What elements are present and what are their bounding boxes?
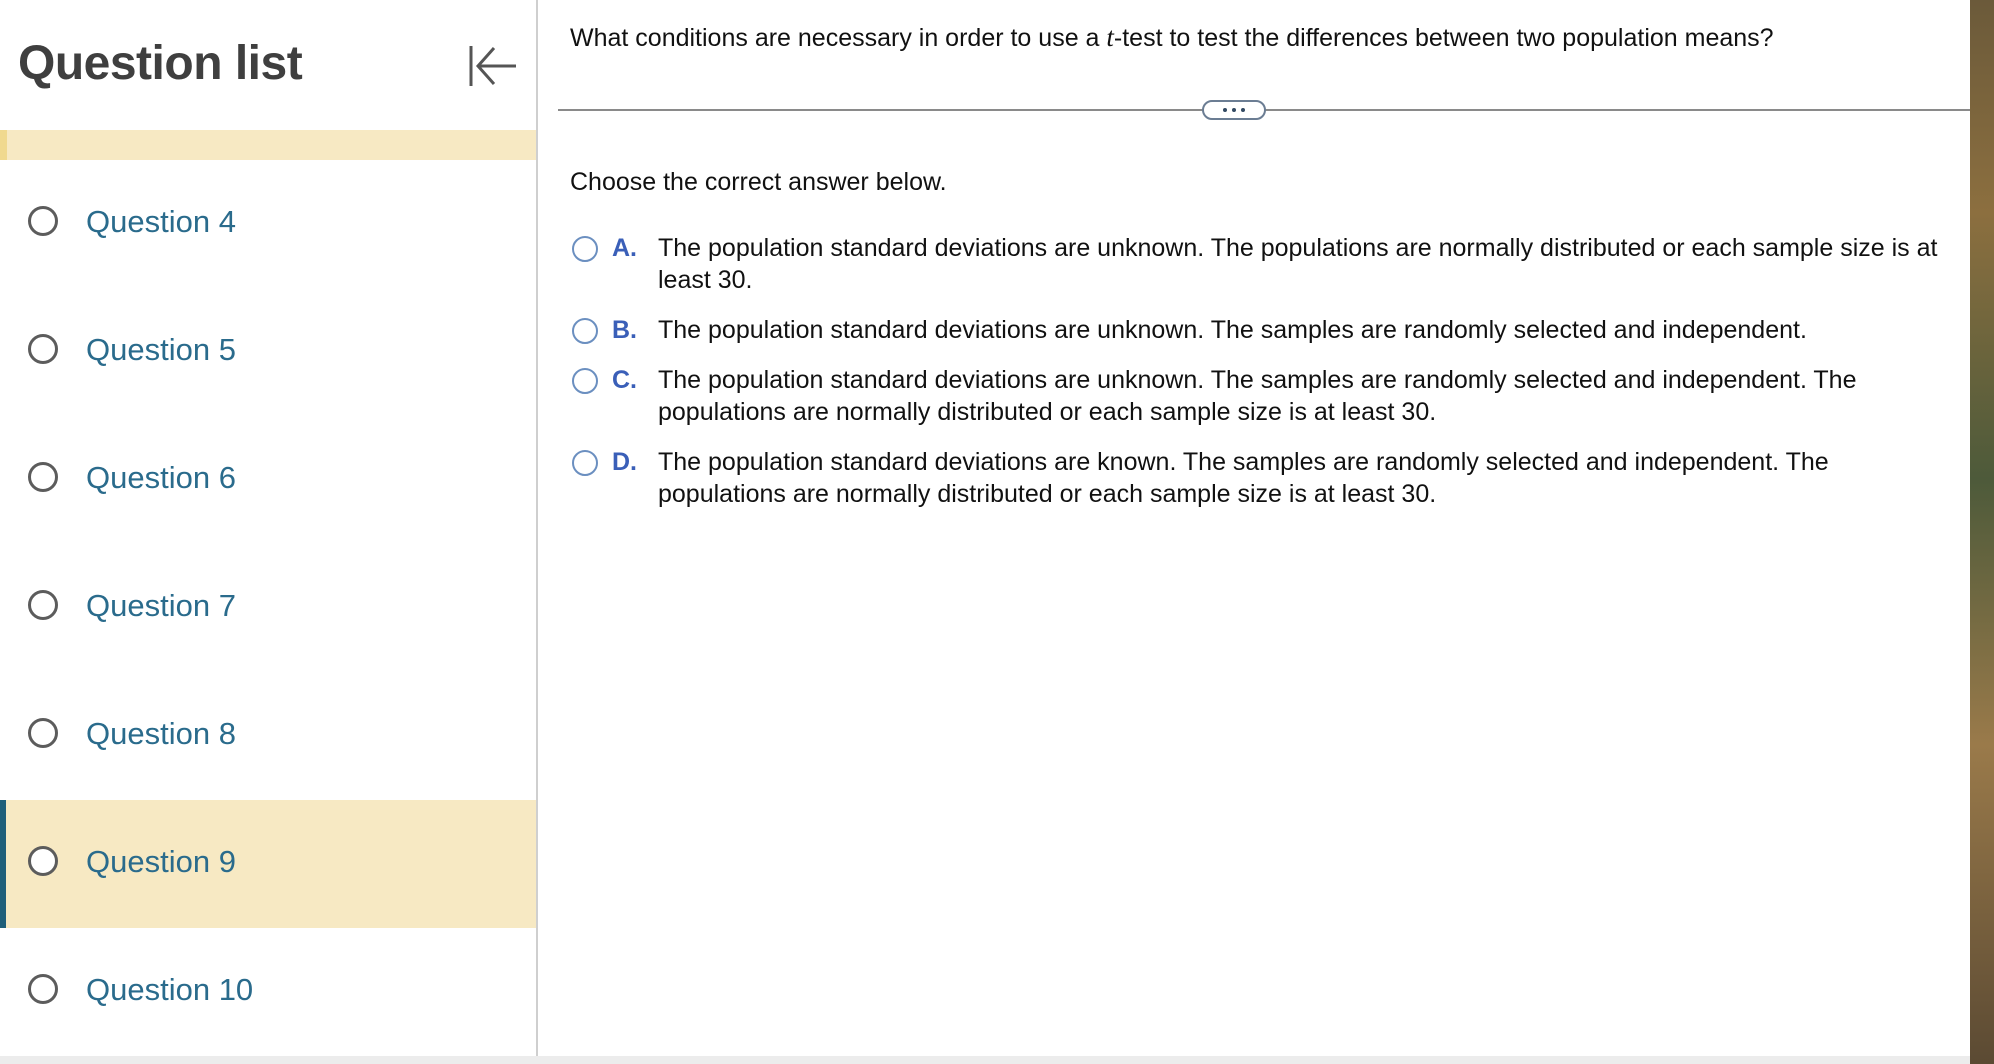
- question-label: Question 4: [86, 204, 236, 239]
- question-label: Question 10: [86, 972, 254, 1007]
- question-label: Question 6: [86, 460, 236, 495]
- bottom-strip: [0, 1056, 1970, 1064]
- answer-option-b[interactable]: [570, 314, 1970, 346]
- answer-letter: C.: [612, 366, 637, 394]
- answer-option-d[interactable]: [570, 446, 1970, 510]
- question-label: Question 8: [86, 716, 236, 751]
- question-label: Question 7: [86, 588, 236, 623]
- partial-row-marker: [0, 130, 7, 160]
- radio-button-b[interactable]: [572, 318, 598, 344]
- answer-text: The population standard deviations are unknown. The samples are randomly selected and independent.: [658, 316, 1807, 344]
- answer-option-c[interactable]: [570, 364, 1970, 428]
- question-text-start: What conditions are necessary in order to use a: [570, 24, 1107, 52]
- unanswered-circle-icon: [28, 974, 58, 1004]
- question-item-9-current[interactable]: [0, 800, 536, 928]
- sidebar-title: Question list: [18, 37, 303, 90]
- radio-button-a[interactable]: [572, 236, 598, 262]
- answer-instruction: Choose the correct answer below.: [570, 168, 947, 196]
- question-item-6[interactable]: [0, 416, 536, 544]
- question-item-4[interactable]: [0, 160, 536, 288]
- question-prompt: [570, 22, 1774, 53]
- collapse-left-icon: [462, 36, 522, 96]
- unanswered-circle-icon: [28, 462, 58, 492]
- collapse-sidebar-button[interactable]: [462, 36, 522, 96]
- answer-letter: D.: [612, 448, 637, 476]
- ellipsis-icon-dot: [1223, 108, 1227, 112]
- radio-button-c[interactable]: [572, 368, 598, 394]
- question-item-7[interactable]: [0, 544, 536, 672]
- radio-button-d[interactable]: [572, 450, 598, 476]
- expand-more-button[interactable]: [1202, 100, 1266, 120]
- unanswered-circle-icon: [28, 718, 58, 748]
- unanswered-circle-icon: [28, 334, 58, 364]
- question-label: Question 5: [86, 332, 236, 367]
- answer-text: The population standard deviations are unknown. The samples are randomly selected and independent. The populations are normally distributed or each sample size is at least 30.: [658, 366, 1857, 426]
- question-list: [0, 160, 536, 1056]
- unanswered-circle-icon: [28, 590, 58, 620]
- unanswered-circle-icon: [28, 846, 58, 876]
- answer-options: [570, 232, 1970, 528]
- answer-option-a[interactable]: [570, 232, 1970, 296]
- answer-text: The population standard deviations are unknown. The populations are normally distributed or each sample size is at least 30.: [658, 234, 1938, 294]
- question-panel: [538, 0, 1970, 1056]
- question-list-sidebar: [0, 0, 538, 1056]
- question-label: Question 9: [86, 844, 236, 879]
- background-edge: [1970, 0, 1994, 1064]
- question-text-end: -test to test the differences between two population means?: [1113, 24, 1774, 52]
- answer-letter: B.: [612, 316, 637, 344]
- question-item-8[interactable]: [0, 672, 536, 800]
- ellipsis-icon-dot: [1232, 108, 1236, 112]
- ellipsis-icon-dot: [1241, 108, 1245, 112]
- answer-text: The population standard deviations are known. The samples are randomly selected and independent. The populations are normally distributed or each sample size is at least 30.: [658, 448, 1829, 508]
- unanswered-circle-icon: [28, 206, 58, 236]
- answer-letter: A.: [612, 234, 637, 262]
- question-item-10[interactable]: [0, 928, 536, 1056]
- question-item-5[interactable]: [0, 288, 536, 416]
- partial-question-row: [0, 130, 536, 160]
- question-text-italic: t: [1106, 22, 1114, 52]
